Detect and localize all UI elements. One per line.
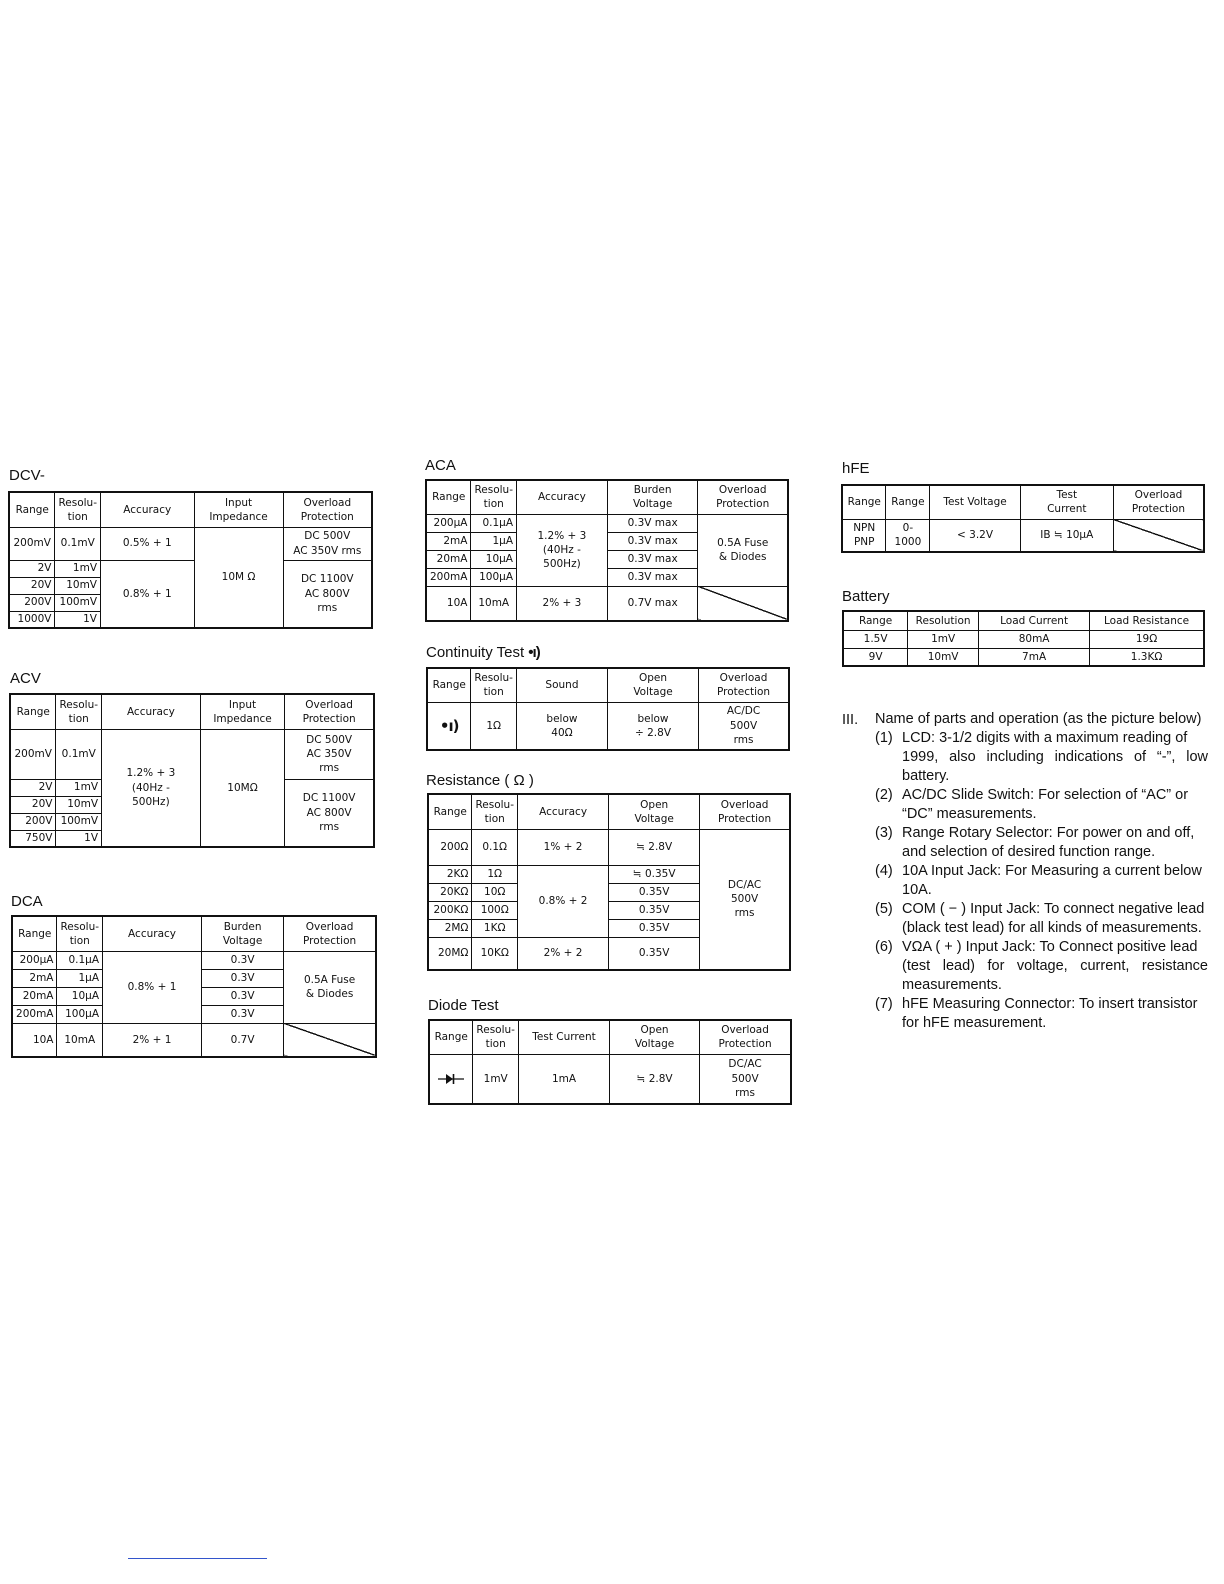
item-text xyxy=(902,786,1208,824)
cell-not-applicable xyxy=(698,586,788,621)
cell-overload: AC/DC 500V rms xyxy=(699,702,789,750)
cell-resolution: 10mV xyxy=(55,577,101,594)
continuity-sound-icon: •ı) xyxy=(439,716,459,735)
cell-resolution: 1Ω xyxy=(472,865,518,883)
cell-resolution: 100μA xyxy=(57,1005,103,1023)
cell-resolution: 100Ω xyxy=(472,901,518,919)
cell-load-current: 7mA xyxy=(979,648,1090,666)
header-range: Range xyxy=(886,485,930,519)
header-overload: Overload Protection xyxy=(699,668,789,702)
cell-resolution: 10μA xyxy=(57,987,103,1005)
cell-resolution: 100mV xyxy=(56,813,102,830)
bottom-rule xyxy=(128,1558,267,1559)
item-first-line: AC/DC Slide Switch: For selection of “AC” or xyxy=(902,787,1189,803)
cell-not-applicable xyxy=(1113,519,1204,552)
cell-open-voltage: ≒ 0.35V xyxy=(609,865,700,883)
header-accuracy: Accuracy xyxy=(518,794,609,829)
item-continuation: “DC” measurements. xyxy=(902,806,1037,822)
cell-accuracy: 0.5% + 1 xyxy=(101,527,195,560)
cell-range: 2mA xyxy=(12,969,57,987)
cell-impedance: 10MΩ xyxy=(200,729,284,847)
cell-range: 20mA xyxy=(12,987,57,1005)
header-test-current: Test Current xyxy=(1020,485,1113,519)
continuity-heading xyxy=(426,644,540,661)
cell-range: 200mV xyxy=(9,527,55,560)
cell-range: 20KΩ xyxy=(428,883,472,901)
hfe-table xyxy=(841,484,1205,553)
cell-transistor-type: NPN PNP xyxy=(842,519,886,552)
header-range: Range xyxy=(429,1020,473,1054)
item-number: (7) xyxy=(875,996,893,1012)
aca-heading: ACA xyxy=(425,457,456,474)
item-continuation: 10A. xyxy=(902,882,932,898)
list-item xyxy=(875,938,1208,995)
cell-test-current: IB ≒ 10μA xyxy=(1020,519,1113,552)
cell-overload: DC 500V AC 350V rms xyxy=(283,527,372,560)
cell-range: 200V xyxy=(9,594,55,611)
header-resolution: Resolu- tion xyxy=(56,694,102,729)
item-first-line: Range Rotary Selector: For power on and off, xyxy=(902,825,1195,841)
header-resolution: Resolu- tion xyxy=(471,480,517,514)
cell-overload: DC/AC 500V rms xyxy=(700,829,790,970)
resistance-table xyxy=(427,793,791,971)
item-text xyxy=(902,729,1208,786)
cell-open-voltage: 0.35V xyxy=(609,901,700,919)
cell-range: 2V xyxy=(10,779,56,796)
cell-range: 20mA xyxy=(426,550,471,568)
item-text xyxy=(902,938,1208,995)
cell-range: 750V xyxy=(10,830,56,847)
cell-range: 10A xyxy=(426,586,471,621)
cell-burden: 0.3V max xyxy=(607,568,698,586)
list-item xyxy=(875,729,1208,786)
cell-burden: 0.3V max xyxy=(607,514,698,532)
cell-open-voltage: below ÷ 2.8V xyxy=(607,702,698,750)
cell-resolution: 1mV xyxy=(473,1054,519,1104)
cell-accuracy: 0.8% + 2 xyxy=(518,865,609,937)
diode-icon xyxy=(438,1073,464,1085)
cell-range: 20V xyxy=(10,796,56,813)
cell-open-voltage: 0.35V xyxy=(609,919,700,937)
cell-range: 20V xyxy=(9,577,55,594)
item-continuation: (test lead) for voltage, current, resistance measurements. xyxy=(902,958,1208,993)
cell-resolution: 1mV xyxy=(56,779,102,796)
header-input-impedance: Input Impedance xyxy=(194,492,283,527)
cell-load-resistance: 19Ω xyxy=(1090,630,1204,648)
list-item xyxy=(875,862,1208,900)
item-text xyxy=(902,995,1208,1033)
header-resolution: Resolu- tion xyxy=(55,492,101,527)
continuity-table xyxy=(426,667,790,751)
cell-accuracy: 2% + 1 xyxy=(103,1023,202,1057)
cell-resolution: 1mV xyxy=(55,560,101,577)
cell-range: 200mV xyxy=(10,729,56,779)
cell-not-applicable xyxy=(284,1023,376,1057)
cell-range: 200μA xyxy=(426,514,471,532)
header-accuracy: Accuracy xyxy=(103,916,202,951)
item-number: (3) xyxy=(875,825,893,841)
cell-range: 200mA xyxy=(12,1005,57,1023)
header-test-current: Test Current xyxy=(518,1020,609,1054)
cell-accuracy: 0.8% + 1 xyxy=(101,560,195,628)
section-number: III. xyxy=(842,712,859,728)
header-input-impedance: Input Impedance xyxy=(200,694,284,729)
cell-impedance: 10M Ω xyxy=(194,527,283,628)
cell-accuracy: 2% + 3 xyxy=(517,586,608,621)
header-accuracy: Accuracy xyxy=(517,480,608,514)
cell-test-voltage: < 3.2V xyxy=(930,519,1020,552)
header-overload: Overload Protection xyxy=(285,694,374,729)
cell-resolution: 1μA xyxy=(471,532,517,550)
continuity-sound-icon: •ı) xyxy=(528,644,540,661)
item-first-line: LCD: 3-1/2 digits with a maximum reading of xyxy=(902,730,1188,746)
cell-resolution: 10mA xyxy=(471,586,517,621)
list-item xyxy=(875,824,1208,862)
header-range: Range xyxy=(9,492,55,527)
cell-resolution: 0.1mV xyxy=(55,527,101,560)
cell-burden: 0.3V max xyxy=(607,550,698,568)
item-text xyxy=(902,824,1208,862)
cell-range: 2mA xyxy=(426,532,471,550)
cell-range: 2MΩ xyxy=(428,919,472,937)
cell-range: 200Ω xyxy=(428,829,472,865)
header-resolution: Resolution xyxy=(908,611,979,630)
cell-range: 1.5V xyxy=(843,630,908,648)
header-range: Range xyxy=(842,485,886,519)
header-range: Range xyxy=(428,794,472,829)
item-number: (1) xyxy=(875,730,893,746)
cell-burden: 0.7V xyxy=(202,1023,284,1057)
cell-resolution: 0.1mV xyxy=(56,729,102,779)
cell-burden: 0.3V xyxy=(202,987,284,1005)
cell-range: 2KΩ xyxy=(428,865,472,883)
header-open-voltage: Open Voltage xyxy=(610,1020,700,1054)
acv-heading: ACV xyxy=(10,670,41,687)
cell-overload: 0.5A Fuse & Diodes xyxy=(698,514,788,586)
cell-accuracy: 1% + 2 xyxy=(518,829,609,865)
header-accuracy: Accuracy xyxy=(101,492,195,527)
cell-accuracy: 1.2% + 3 (40Hz - 500Hz) xyxy=(102,729,201,847)
cell-resolution: 0.1Ω xyxy=(472,829,518,865)
cell-burden: 0.7V max xyxy=(607,586,698,621)
cell-load-resistance: 1.3KΩ xyxy=(1090,648,1204,666)
header-load-current: Load Current xyxy=(979,611,1090,630)
header-overload: Overload Protection xyxy=(1113,485,1204,519)
cell-burden: 0.3V xyxy=(202,1005,284,1023)
header-resolution: Resolu- tion xyxy=(57,916,103,951)
item-number: (2) xyxy=(875,787,893,803)
header-resolution: Resolu- tion xyxy=(472,794,518,829)
item-continuation: and selection of desired function range. xyxy=(902,844,1156,860)
item-number: (6) xyxy=(875,939,893,955)
header-load-resistance: Load Resistance xyxy=(1090,611,1204,630)
item-text xyxy=(902,900,1208,938)
cell-resolution: 1Ω xyxy=(471,702,517,750)
dcv-table xyxy=(8,491,373,629)
cell-range: 200V xyxy=(10,813,56,830)
header-sound: Sound xyxy=(516,668,607,702)
continuity-range-icon xyxy=(427,702,471,750)
cell-range: 200KΩ xyxy=(428,901,472,919)
header-overload: Overload Protection xyxy=(283,492,372,527)
cell-resolution: 1V xyxy=(55,611,101,628)
item-first-line: hFE Measuring Connector: To insert transistor xyxy=(902,996,1198,1012)
cell-resolution: 1mV xyxy=(908,630,979,648)
item-continuation: (black test lead) for all kinds of measurements. xyxy=(902,920,1202,936)
battery-table xyxy=(842,610,1205,667)
cell-burden: 0.3V xyxy=(202,951,284,969)
cell-resolution: 10KΩ xyxy=(472,937,518,970)
cell-resolution: 1V xyxy=(56,830,102,847)
header-range: Range xyxy=(427,668,471,702)
cell-resolution: 10mV xyxy=(56,796,102,813)
hfe-heading: hFE xyxy=(842,460,870,477)
header-range: Range xyxy=(426,480,471,514)
cell-accuracy: 0.8% + 1 xyxy=(103,951,202,1023)
cell-range: 10A xyxy=(12,1023,57,1057)
resistance-heading: Resistance ( Ω ) xyxy=(426,772,534,789)
cell-overload: 0.5A Fuse & Diodes xyxy=(284,951,376,1023)
header-accuracy: Accuracy xyxy=(102,694,201,729)
cell-overload: DC 500V AC 350V rms xyxy=(285,729,374,779)
cell-range: 1000V xyxy=(9,611,55,628)
header-range: Range xyxy=(12,916,57,951)
cell-resolution: 1μA xyxy=(57,969,103,987)
cell-range: 9V xyxy=(843,648,908,666)
item-text xyxy=(902,862,1208,900)
diode-range-cell xyxy=(429,1054,473,1104)
header-burden: Burden Voltage xyxy=(202,916,284,951)
cell-resolution: 0.1μA xyxy=(57,951,103,969)
diode-heading: Diode Test xyxy=(428,997,499,1014)
cell-resolution: 10mA xyxy=(57,1023,103,1057)
cell-burden: 0.3V max xyxy=(607,532,698,550)
cell-overload: DC/AC 500V rms xyxy=(700,1054,791,1104)
cell-range: 200mA xyxy=(426,568,471,586)
header-overload: Overload Protection xyxy=(700,794,790,829)
cell-resolution: 100mV xyxy=(55,594,101,611)
item-number: (4) xyxy=(875,863,893,879)
item-first-line: VΩA ( + ) Input Jack: To Connect positive lead xyxy=(902,939,1198,955)
cell-overload: DC 1100V AC 800V rms xyxy=(283,560,372,628)
header-range: Range xyxy=(843,611,908,630)
item-first-line: 10A Input Jack: For Measuring a current below xyxy=(902,863,1202,879)
cell-test-current: 1mA xyxy=(518,1054,609,1104)
item-number: (5) xyxy=(875,901,893,917)
header-overload: Overload Protection xyxy=(284,916,376,951)
cell-resolution: 100μA xyxy=(471,568,517,586)
header-open-voltage: Open Voltage xyxy=(607,668,698,702)
list-item xyxy=(875,786,1208,824)
list-item xyxy=(875,995,1208,1033)
cell-open-voltage: ≒ 2.8V xyxy=(609,829,700,865)
cell-range: 0-1000 xyxy=(886,519,930,552)
acv-table xyxy=(9,693,375,848)
cell-range: 2V xyxy=(9,560,55,577)
continuity-title: Continuity Test xyxy=(426,644,525,661)
cell-resolution: 1KΩ xyxy=(472,919,518,937)
dca-table xyxy=(11,915,377,1058)
dca-heading: DCA xyxy=(11,893,43,910)
section-title: Name of parts and operation (as the picture below) xyxy=(875,711,1202,727)
header-open-voltage: Open Voltage xyxy=(609,794,700,829)
item-continuation: 1999, also including indications of “-”, low battery. xyxy=(902,749,1208,784)
cell-range: 20MΩ xyxy=(428,937,472,970)
cell-resolution: 10Ω xyxy=(472,883,518,901)
cell-open-voltage: ≒ 2.8V xyxy=(610,1054,700,1104)
cell-burden: 0.3V xyxy=(202,969,284,987)
list-item xyxy=(875,900,1208,938)
header-overload: Overload Protection xyxy=(700,1020,791,1054)
cell-resolution: 10mV xyxy=(908,648,979,666)
header-burden: Burden Voltage xyxy=(607,480,698,514)
header-resolution: Resolu- tion xyxy=(473,1020,519,1054)
cell-resolution: 0.1μA xyxy=(471,514,517,532)
cell-resolution: 10μA xyxy=(471,550,517,568)
cell-open-voltage: 0.35V xyxy=(609,883,700,901)
aca-table xyxy=(425,479,789,622)
cell-overload: DC 1100V AC 800V rms xyxy=(285,779,374,847)
header-range: Range xyxy=(10,694,56,729)
cell-sound: below 40Ω xyxy=(516,702,607,750)
dcv-heading: DCV- xyxy=(9,467,45,484)
header-overload: Overload Protection xyxy=(698,480,788,514)
header-test-voltage: Test Voltage xyxy=(930,485,1020,519)
cell-accuracy: 1.2% + 3 (40Hz - 500Hz) xyxy=(517,514,608,586)
cell-range: 200μA xyxy=(12,951,57,969)
item-continuation: for hFE measurement. xyxy=(902,1015,1047,1031)
battery-heading: Battery xyxy=(842,588,890,605)
cell-open-voltage: 0.35V xyxy=(609,937,700,970)
diode-table xyxy=(428,1019,792,1105)
item-first-line: COM ( − ) Input Jack: To connect negative lead xyxy=(902,901,1205,917)
header-resolution: Resolu- tion xyxy=(471,668,517,702)
cell-load-current: 80mA xyxy=(979,630,1090,648)
cell-accuracy: 2% + 2 xyxy=(518,937,609,970)
operation-section xyxy=(842,710,1208,1033)
